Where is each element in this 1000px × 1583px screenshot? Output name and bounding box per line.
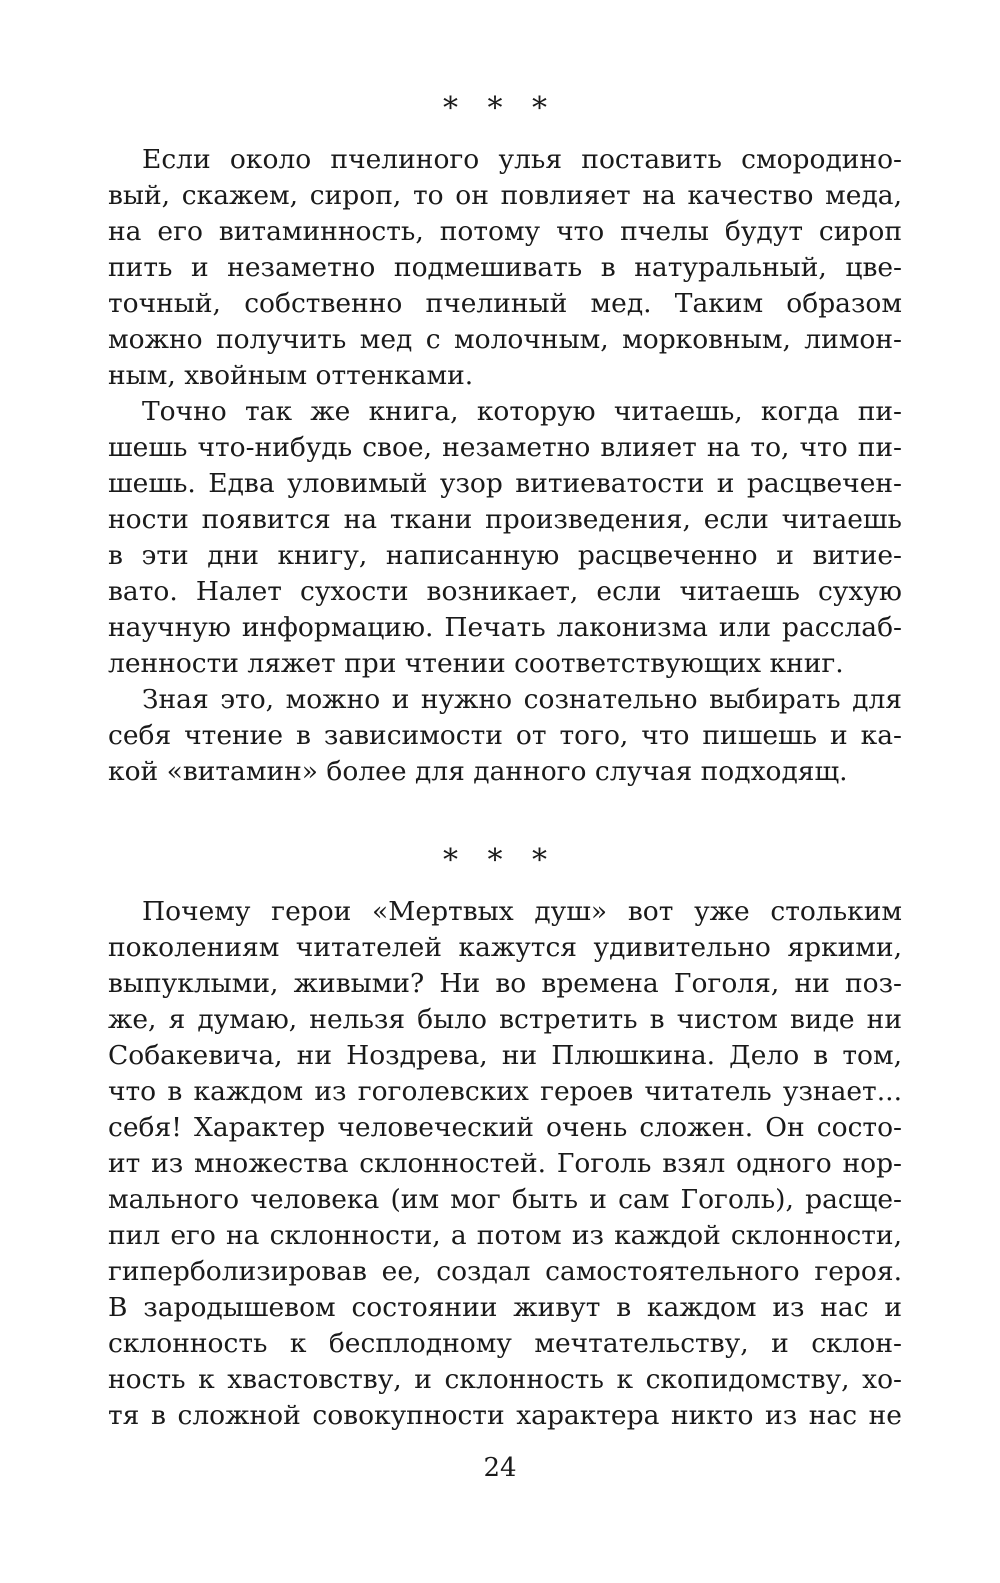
text-line: себя! Характер человеческий очень сложен. Он состо- [108,1112,902,1143]
text-line: в эти дни книгу, написанную расцвеченно и витие- [108,540,902,571]
text-line: Зная это, можно и нужно сознательно выбирать для [142,684,902,715]
text-line: Точно так же книга, которую читаешь, когда пи- [142,396,902,427]
text-line: ит из множества склонностей. Гоголь взял одного нор- [108,1148,902,1179]
text-line: тя в сложной совокупности характера никто из нас не [108,1400,902,1431]
text-line: мального человека (им мог быть и сам Гоголь), расще- [108,1184,902,1215]
text-line: точный, собственно пчелиный мед. Таким образом [108,288,902,319]
text-line: пил его на склонности, а потом из каждой склонности, [108,1220,902,1251]
text-line: шешь что-нибудь свое, незаметно влияет на то, что пи- [108,432,902,463]
section-separator: * * * [442,843,558,878]
text-line: В зародышевом состоянии живут в каждом из нас и [108,1292,902,1323]
text-line: пить и незаметно подмешивать в натуральный, цве- [108,252,902,283]
text-line: вый, скажем, сироп, то он повлияет на качество меда, [108,180,902,211]
text-line: склонность к бесплодному мечтательству, и склон- [108,1328,902,1359]
text-line: ленности ляжет при чтении соответствующих книг. [108,648,844,679]
text-line: можно получить мед с молочным, морковным, лимон- [108,324,902,355]
text-line: вато. Налет сухости возникает, если читаешь сухую [108,576,902,607]
page-number: 24 [483,1453,517,1483]
text-line: ности появится на ткани произведения, если читаешь [108,504,902,535]
text-line: гиперболизировав ее, создал самостоятельного героя. [108,1256,902,1287]
text-line: ность к хвастовству, и склонность к скопидомству, хо- [108,1364,902,1395]
text-line: научную информацию. Печать лаконизма или расслаб- [108,612,902,643]
text-line: ным, хвойным оттенками. [108,360,474,391]
text-line: выпуклыми, живыми? Ни во времена Гоголя, ни поз- [108,968,902,999]
section-separator: * * * [442,91,558,126]
text-line: на его витаминность, потому что пчелы будут сироп [108,216,902,247]
text-line: кой «витамин» более для данного случая подходящ. [108,756,848,787]
text-line: Собакевича, ни Ноздрева, ни Плюшкина. Дело в том, [108,1040,902,1071]
text-line: же, я думаю, нельзя было встретить в чистом виде ни [108,1004,902,1035]
text-line: себя чтение в зависимости от того, что пишешь и ка- [108,720,902,751]
text-line: Если около пчелиного улья поставить смородино- [142,144,902,175]
text-line: поколениям читателей кажутся удивительно яркими, [108,932,902,963]
text-line: Почему герои «Мертвых душ» вот уже стольким [142,896,902,927]
text-line: шешь. Едва уловимый узор витиеватости и расцвечен- [108,468,902,499]
text-line: что в каждом из гоголевских героев читатель узнает... [108,1076,902,1107]
